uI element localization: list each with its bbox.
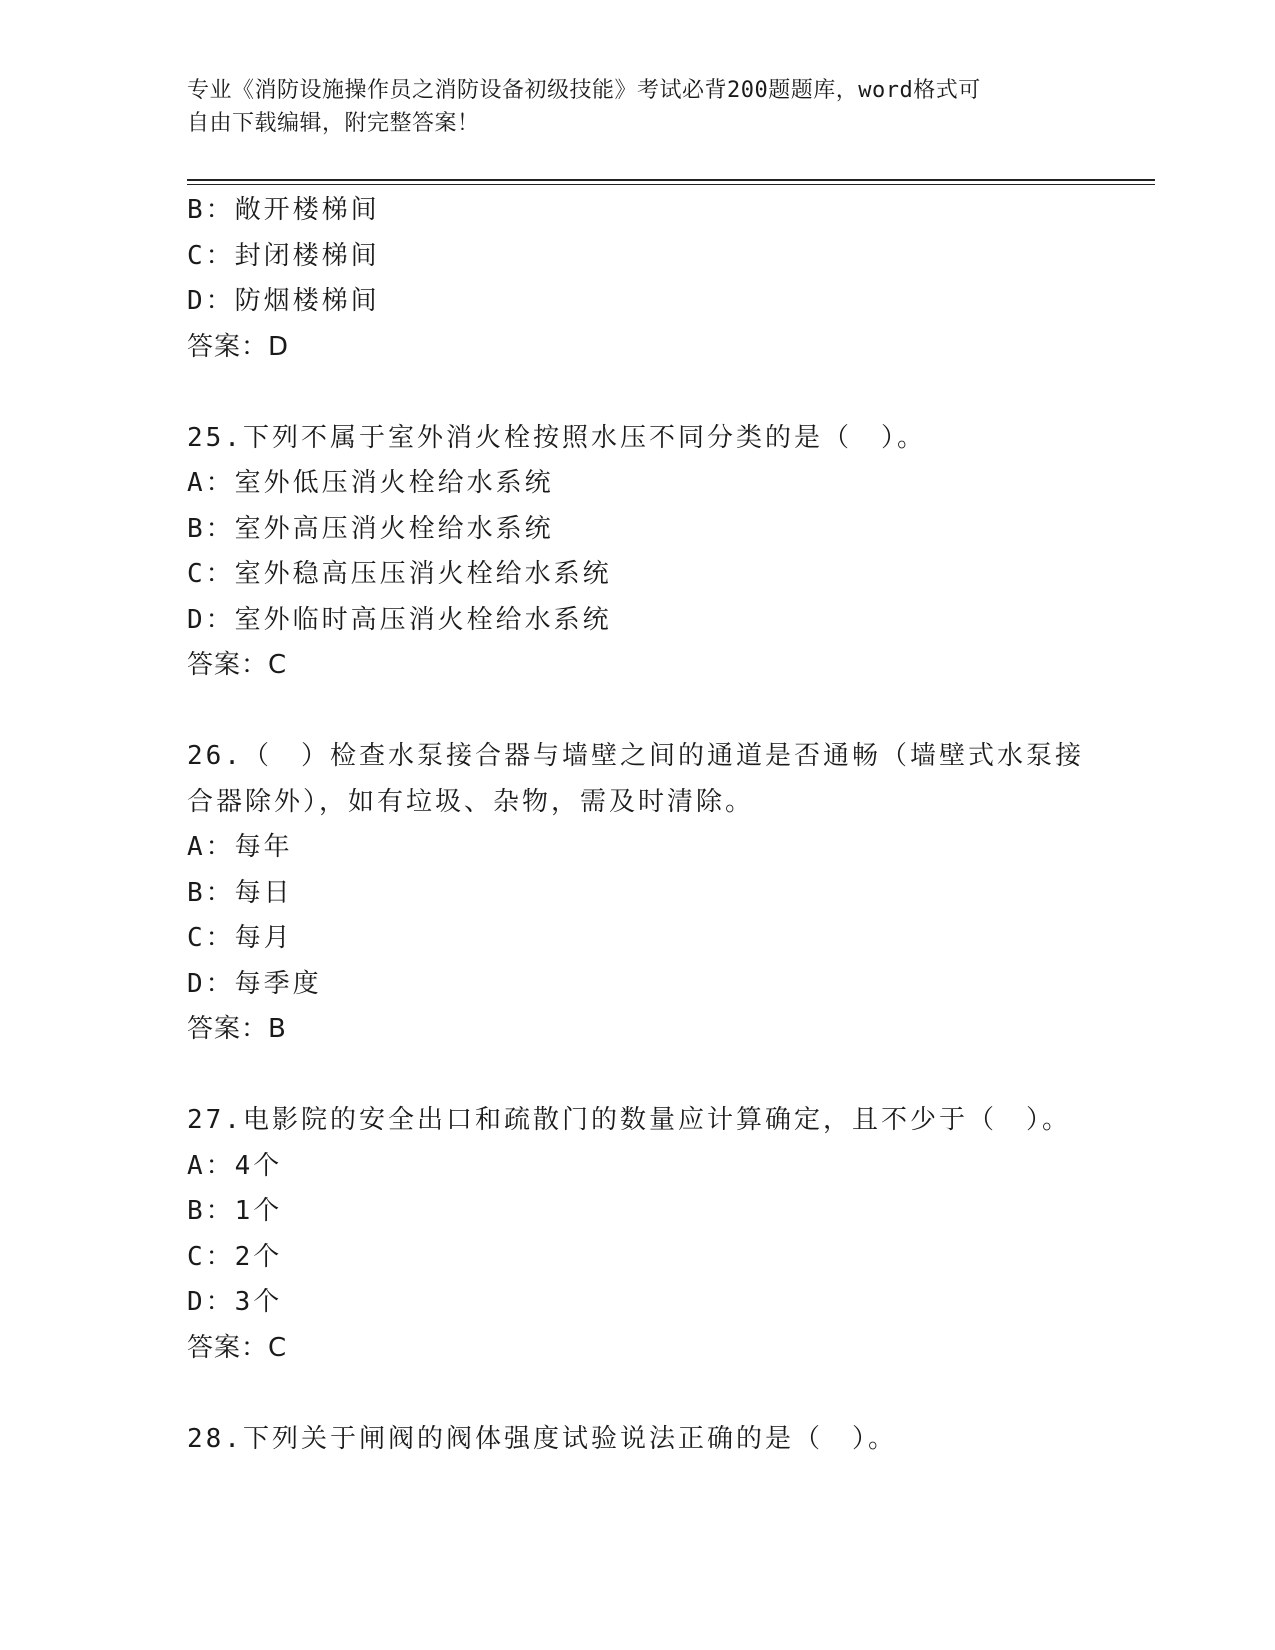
question-28 <box>187 1417 1087 1463</box>
option-a: A：室外低压消火栓给水系统 <box>187 468 554 498</box>
answer: 答案：C <box>187 1332 288 1363</box>
option-b: B：敞开楼梯间 <box>187 195 380 225</box>
question-stem-line-2: 合器除外），如有垃圾、杂物，需及时清除。 <box>187 786 755 817</box>
option-b: B：每日 <box>187 877 293 908</box>
option-d: D：防烟楼梯间 <box>187 286 380 316</box>
question-27 <box>187 1098 1087 1371</box>
option-b: B：室外高压消火栓给水系统 <box>187 513 554 544</box>
header-line-1: 专业《消防设施操作员之消防设备初级技能》考试必背200题题库，word格式可 <box>187 78 981 103</box>
question-stem-line-1: 26.（ ）检查水泵接合器与墙壁之间的通道是否通畅（墙壁式水泵接 <box>187 741 1084 771</box>
answer: 答案：D <box>187 331 290 362</box>
answer: 答案：B <box>187 1014 287 1044</box>
question-25 <box>187 416 1087 689</box>
header-line-2: 自由下载编辑，附完整答案！ <box>187 111 480 136</box>
option-c: C：封闭楼梯间 <box>187 240 380 271</box>
option-b: B：1个 <box>187 1196 283 1226</box>
document-header <box>187 74 1087 140</box>
question-stem: 25.下列不属于室外消火栓按照水压不同分类的是（ ）。 <box>187 422 926 453</box>
option-d: D：室外临时高压消火栓给水系统 <box>187 604 612 635</box>
question-stem: 28.下列关于闸阀的阀体强度试验说法正确的是（ ）。 <box>187 1423 897 1454</box>
option-c: C：室外稳高压压消火栓给水系统 <box>187 559 612 589</box>
option-a: A：4个 <box>187 1150 283 1181</box>
question-26 <box>187 734 1087 1053</box>
question-24-tail <box>187 188 1087 370</box>
option-a: A：每年 <box>187 832 293 862</box>
question-list <box>187 188 1087 1462</box>
option-c: C：每月 <box>187 923 293 953</box>
header-divider-thin <box>187 184 1155 185</box>
option-c: C：2个 <box>187 1241 283 1272</box>
answer: 答案：C <box>187 650 288 680</box>
option-d: D：每季度 <box>187 968 322 999</box>
question-stem: 27.电影院的安全出口和疏散门的数量应计算确定，且不少于（ ）。 <box>187 1105 1071 1135</box>
option-d: D：3个 <box>187 1287 283 1317</box>
header-divider-thick <box>187 179 1155 181</box>
